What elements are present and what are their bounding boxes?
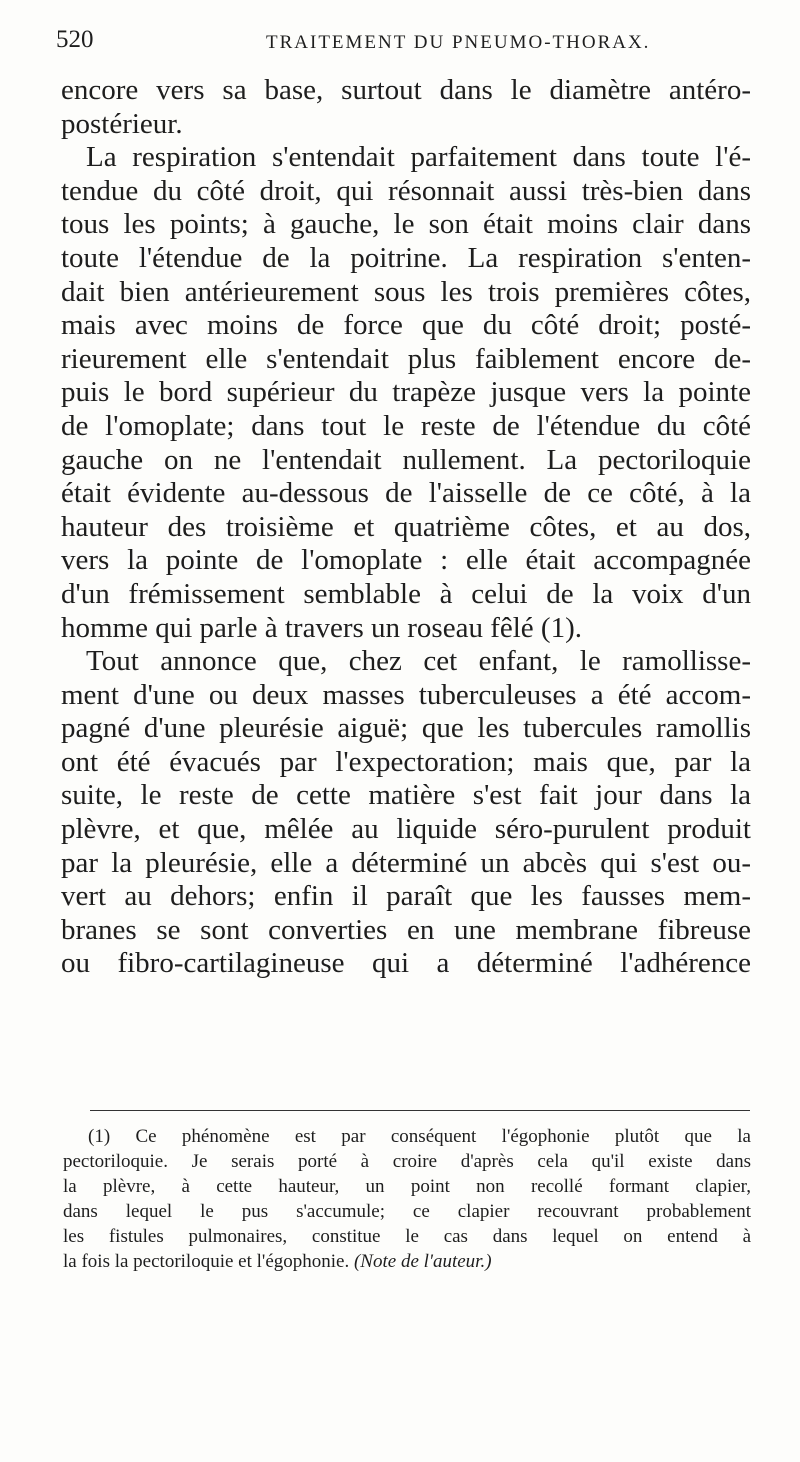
page-number: 520 [56, 26, 94, 53]
footnote-rule [90, 1110, 750, 1111]
text-line: vert au dehors; enfin il paraît que les fausses mem- [61, 880, 751, 913]
text-line: tous les points; à gauche, le son était moins clair dans [61, 208, 751, 241]
page-header [56, 26, 746, 66]
text-line: branes se sont converties en une membrane fibreuse [61, 913, 751, 946]
text-line: homme qui parle à travers un roseau fêlé (1). [61, 611, 582, 644]
text-line: mais avec moins de force que du côté droit; posté- [61, 309, 751, 342]
text-line: Tout annonce que, chez cet enfant, le ramollisse- [86, 645, 751, 678]
text-line: dait bien antérieurement sous les trois premières côtes, [61, 275, 751, 308]
text-line: vers la pointe de l'omoplate : elle était accompagnée [61, 544, 751, 577]
footnote-line: les fistules pulmonaires, constitue le cas dans lequel on entend à [63, 1226, 751, 1247]
text-line: pagné d'une pleurésie aiguë; que les tubercules ramollis [61, 712, 751, 745]
text-line: ment d'une ou deux masses tuberculeuses a été accom- [61, 678, 751, 711]
text-line: suite, le reste de cette matière s'est fait jour dans la [61, 779, 751, 812]
text-line: était évidente au-dessous de l'aisselle de ce côté, à la [61, 477, 751, 510]
footnote-line: pectoriloquie. Je serais porté à croire d'après cela qu'il existe dans [63, 1151, 751, 1172]
text-line: puis le bord supérieur du trapèze jusque vers la pointe [61, 376, 751, 409]
footnote-line: dans lequel le pus s'accumule; ce clapier recouvrant probablement [63, 1201, 751, 1222]
text-line: ou fibro-cartilagineuse qui a déterminé l'adhérence [61, 947, 751, 980]
footnote-line: la plèvre, à cette hauteur, un point non recollé formant clapier, [63, 1176, 751, 1197]
text-line: rieurement elle s'entendait plus faiblement encore de- [61, 342, 751, 375]
text-line: plèvre, et que, mêlée au liquide séro-purulent produit [61, 813, 751, 846]
text-line: ont été évacués par l'expectoration; mais que, par la [61, 745, 751, 778]
text-line: de l'omoplate; dans tout le reste de l'étendue du côté [61, 409, 751, 442]
text-line: La respiration s'entendait parfaitement dans toute l'é- [86, 141, 751, 174]
author-note: (Note de l'auteur.) [353, 1251, 492, 1272]
text-line: par la pleurésie, elle a déterminé un abcès qui s'est ou- [61, 846, 751, 879]
main-text [61, 74, 751, 981]
footnote-line: (1) Ce phénomène est par conséquent l'égophonie plutôt que la [88, 1126, 751, 1147]
footnote [63, 1124, 751, 1274]
text-line: encore vers sa base, surtout dans le diamètre antéro- [61, 74, 751, 106]
text-line: postérieur. [61, 107, 183, 140]
text-line: toute l'étendue de la poitrine. La respiration s'enten- [61, 241, 751, 274]
text-line: d'un frémissement semblable à celui de la voix d'un [61, 577, 751, 610]
text-line: hauteur des troisième et quatrième côtes, et au dos, [61, 510, 751, 543]
footnote-text: la fois la pectoriloquie et l'égophonie. [63, 1251, 350, 1272]
running-title: TRAITEMENT DU PNEUMO-THORAX. [266, 32, 651, 53]
footnote-line-last [63, 1249, 751, 1274]
text-line: tendue du côté droit, qui résonnait aussi très-bien dans [61, 174, 751, 207]
text-line: gauche on ne l'entendait nullement. La pectoriloquie [61, 443, 751, 476]
